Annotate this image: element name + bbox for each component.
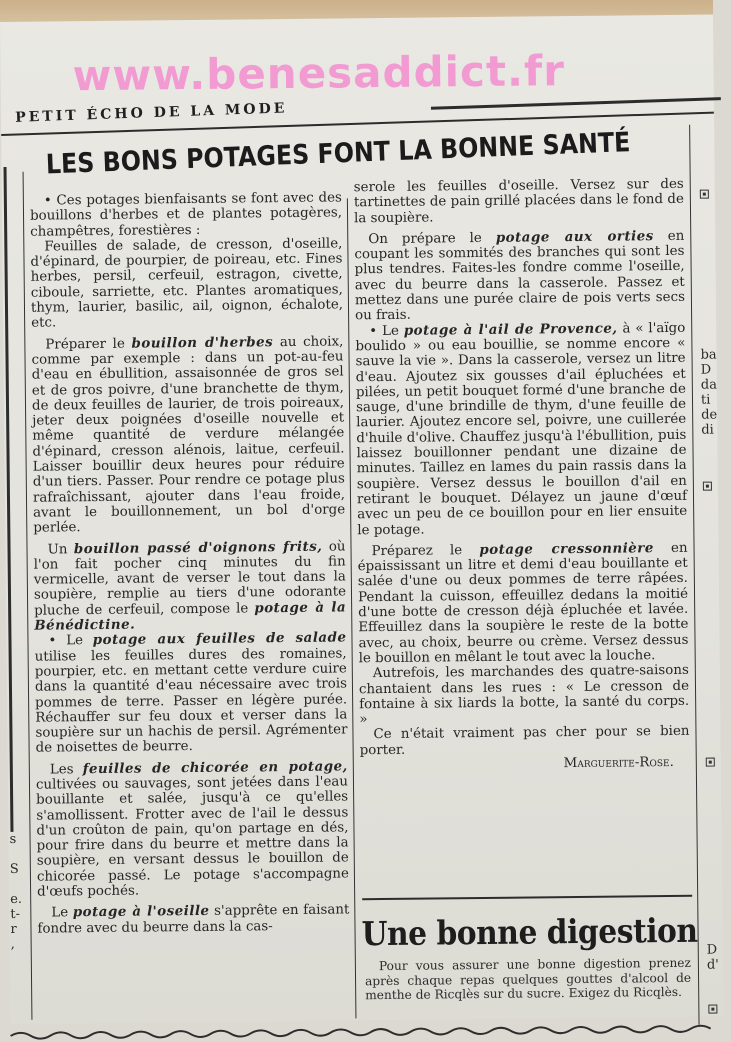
text: en épaississant un litre et demi d'eau bouillante et salée d'une ou deux pommes de terre râpées. Pendant la cuisson, effeuillez dedans la moitié d'une botte de cresson déjà épluchée et lavée. Effeuillez dans la soupière le reste de la botte avec, au choix, beurre ou crème. Versez dessus le bouillon en mêlant le tout avec la louche. xyxy=(357,540,689,667)
column-rule-right xyxy=(689,125,699,1025)
paragraph: Autrefois, les marchandes des quatre-saisons chantaient dans les rues : « Le cresson de fontaine à six liards la botte, la santé du corps. » xyxy=(358,663,690,728)
text: cultivées ou sauvages, sont jetées dans l'eau bouillante et salée, jusqu'à ce qu'elles s'amollissent. Frotter avec de l'ail le dessus d'un croûton de pain, qu'on partage en dés, pour frire dans du beurre et mettre dans la soupière, en versant dessus le bouillon de chicorée passé. Le potage s'accompagne d'œufs pochés. xyxy=(35,774,350,900)
headline: LES BONS POTAGES FONT LA BONNE SANTÉ xyxy=(45,127,631,181)
paragraph xyxy=(357,541,688,667)
emphasis: potage aux orties xyxy=(495,228,654,246)
emphasis: bouillon d'herbes xyxy=(131,333,274,352)
emphasis: potage à l'oseille xyxy=(72,903,210,921)
right-margin-fragment: ba D da ti de di xyxy=(700,347,718,438)
article-column-1 xyxy=(30,190,350,936)
paragraph xyxy=(34,631,347,757)
wavy-border-ornament xyxy=(11,1022,724,1041)
paragraph xyxy=(33,539,346,634)
emphasis: potage à l'ail de Provence, xyxy=(403,320,618,339)
ad-rule xyxy=(362,895,692,900)
paragraph xyxy=(354,229,685,324)
text: • Le xyxy=(48,633,93,649)
paragraph: serole les feuilles d'oseille. Versez sur des tartinettes de pain grillé placées dans le fond de la soupière. xyxy=(353,176,684,226)
text: où l'on fait pocher cinq minutes du fin vermicelle, avant de verser le tout dans la soupière, remplie au tiers d'une odorante pluche de cerfeuil, compose le xyxy=(33,538,347,619)
masthead-rule xyxy=(431,97,721,110)
paragraph xyxy=(355,321,687,539)
emphasis: potage à la Bénédictine. xyxy=(34,599,347,634)
text: Un xyxy=(47,541,74,558)
emphasis: feuilles de chicorée en potage, xyxy=(82,758,348,777)
ad-title: Une bonne digestion xyxy=(361,910,698,954)
ad-text xyxy=(365,956,691,1003)
text: s'apprête en faisant fondre avec du beurre dans la cas- xyxy=(37,902,350,937)
paragraph xyxy=(36,759,349,900)
text: à « l'aïgo boulido » ou eau bouillie, se nomme encore « sauve la vie ». Dans la casserole, versez un litre d'eau. Ajoutez six gousses d'ail épluchées et pilées, un petit bouquet formé d'une branche de sauge, d'une brindille de thym, d'une feuille de laurier. Ajoutez encore sel, poivre, une cuillerée d'huile d'olive. Chauffez jusqu'à l'ébullition, puis laissez bouillonner pendant une dizaine de minutes. Taillez en lames du pain rassis dans la soupière. Versez dessus le bouillon d'ail en retirant le bouquet. Délayez un jaune d'œuf avec un peu de ce bouillon pour en lier ensuite le potage. xyxy=(355,320,688,538)
paragraph: • Ces potages bienfaisants se font avec des bouillons d'herbes et de plantes potagères, champêtres, forestières : xyxy=(29,190,343,240)
text: au choix, comme par exemple : dans un pot-au-feu d'eau en ébullition, assaisonnée de gros sel et de gros poivre, d'une branchette de thym, de deux feuilles de laurier, de trois poireaux, jeter deux poignées d'oseille nouvelle et même quantité de verdure mélangée d'épinard, cresson alénois, laitue, cerfeuil. Laisser bouillir deux heures pour réduire d'un tiers. Passer. Pour rendre ce potage plus rafraîchissant, ajouter dans l'eau froide, avant le bouillonnement, un bol d'orge perlée. xyxy=(31,334,346,536)
paragraph: Ce n'était vraiment pas cher pour se bien porter. xyxy=(359,724,690,758)
text: On prépare le xyxy=(368,230,496,248)
watermark: www.benesaddict.fr xyxy=(72,46,566,101)
bullet-square-icon xyxy=(706,758,715,767)
paragraph xyxy=(37,903,349,937)
right-margin-fragment: D d' xyxy=(706,942,719,973)
article-column-2 xyxy=(354,177,690,774)
bullet-square-icon xyxy=(703,482,712,491)
emphasis: potage cressonnière xyxy=(479,540,654,558)
newspaper-page xyxy=(0,15,723,1024)
bullet-square-icon xyxy=(708,1005,717,1014)
bullet-square-icon xyxy=(700,190,709,199)
text: en coupant les sommités des branches qui sont les plus tendres. Faites-les fondre comme l'oseille, avec du beurre dans la casserole. Passez et mettez dans une purée claire de pois verts secs ou frais. xyxy=(354,228,686,324)
text: Préparer le xyxy=(45,336,132,353)
left-margin-fragment: s S e. t- r , xyxy=(9,831,23,952)
text: Les xyxy=(49,761,83,778)
paragraph xyxy=(31,334,345,536)
ad-body: Pour vous assurer une bonne digestion prenez après chaque repas quelques gouttes d'alcool de menthe de Ricqlès sur du sucre. Exigez du Ricqlès. xyxy=(364,955,692,1003)
text: Préparez le xyxy=(371,542,480,559)
left-frame-bar xyxy=(4,167,22,832)
paragraph: Feuilles de salade, de cresson, d'oseille, d'épinard, de pourpier, de poireau, etc. Fines herbes, persil, cerfeuil, estragon, civette, ciboule, sarriette, etc. Plantes aromatiques, thym, laurier, basilic, ail, oignon, échalote, etc. xyxy=(30,236,344,332)
author-name: Marguerite-Rose. xyxy=(563,754,674,772)
masthead: PETIT ÉCHO DE LA MODE xyxy=(14,100,288,126)
emphasis: bouillon passé d'oignons frits, xyxy=(73,538,323,557)
signature xyxy=(360,755,690,774)
text: utilise les feuilles dures des romaines, pourpier, etc. en mettant cette verdure cuire dans la quantité d'eau nécessaire avec trois pommes de terre. Passer en légère purée. Réchauffer sur feu doux et verser dans la soupière sur un hachis de persil. Agrémenter de noisettes de beurre. xyxy=(34,646,348,757)
text: Le xyxy=(51,905,73,921)
text: • Le xyxy=(369,323,404,339)
emphasis: potage aux feuilles de salade xyxy=(92,629,347,649)
